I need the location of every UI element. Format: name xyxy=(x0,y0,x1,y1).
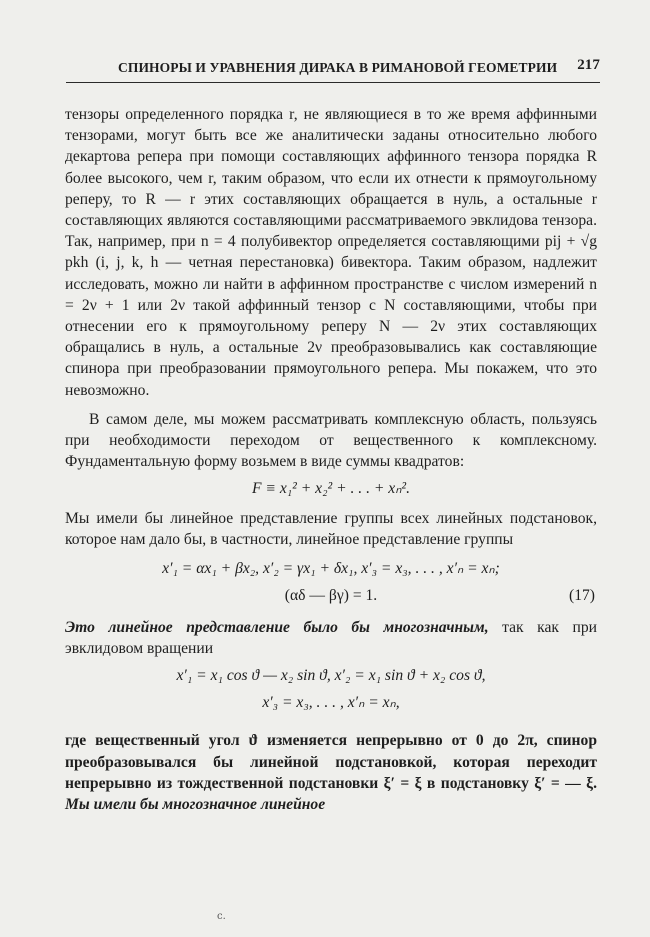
paragraph-4-emphasis: Это линейное представление было бы многозначным, xyxy=(65,619,489,637)
formula-rotation-line-1 xyxy=(65,665,597,687)
paragraph-3: Мы имели бы линейное представление группы всех линейных подстановок, которое нам дало бы, в частности, линейное представление группы xyxy=(65,509,597,548)
paragraph-4-rest: так как при эвклидовом вращении xyxy=(65,619,597,658)
formula-17-line-2 xyxy=(65,585,597,607)
paragraph-1: тензоры определенного порядка r, не являющиеся в то же время аффинными тензорами, могут быть все же аналитически заданы относительно любого декартова репера при помощи составляющих аффинного тензора порядка R более высокого, чем r, таким образом, что если их отнести к прямоугольному реперу, то R — r этих составляющих обращается в нуль, а остальные r составляющих являются составляющими рассматриваемого эвклидова тензора. Так, например, при n = 4 полубивектор определяется составляющими pij + √g pkh (i, j, k, h — четная перестановка) бивектора. Таким образом, надлежит исследовать, можно ли найти в аффинном пространстве с числом измерений n = 2ν + 1 или 2ν такой аффинный тензор с N составляющими, чтобы при отнесении его к прямоугольному реперу N — 2ν этих составляющих обращались в нуль, а остальные 2ν преобразовывались как составляющие спинора при преобразовании прямоугольного репера. Мы покажем, что это невозможно. xyxy=(65,106,597,399)
running-header xyxy=(66,57,600,83)
header-title: СПИНОРЫ И УРАВНЕНИЯ ДИРАКА В РИМАНОВОЙ ГЕОМЕТРИИ xyxy=(118,60,558,75)
body-text xyxy=(65,104,597,815)
paragraph-4 xyxy=(65,617,597,659)
formula-17-line-1 xyxy=(65,558,597,580)
paragraph-2: В самом деле, мы можем рассматривать комплексную область, пользуясь при необходимости переходом от вещественного к комплексному. Фундаментальную форму возьмем в виде суммы квадратов: xyxy=(65,410,597,471)
formula-rotation-b: x′₃ = x₃, . . . , x′ₙ = xₙ, xyxy=(262,694,400,712)
paragraph-5 xyxy=(65,730,597,815)
paragraph-5-emphasis: Мы имели бы многозначное линейное xyxy=(65,796,326,814)
formula-rotation-a: x′₁ = x₁ cos ϑ — x₂ sin ϑ, x′₂ = x₁ sin ϑ + x₂ cos ϑ, xyxy=(176,667,486,685)
formula-17-determinant: (αδ — βγ) = 1. xyxy=(284,587,378,605)
formula-17-substitution: x′₁ = αx₁ + βx₂, x′₂ = γx₁ + δx₁, x′₃ = x₃, . . . , x′ₙ = xₙ; xyxy=(162,560,500,578)
page-number: 217 xyxy=(577,57,600,73)
formula-rotation-line-2 xyxy=(65,692,597,714)
bottom-mark: c. xyxy=(217,911,226,922)
equation-number: (17) xyxy=(569,587,595,605)
paragraph-5-text: где вещественный угол ϑ изменяется непрерывно от 0 до 2π, спинор преобразовывался бы линейной подстановкой, которая переходит непрерывно из тождественной подстановки ξ′ = ξ в подстановку ξ′ = — ξ. xyxy=(65,732,597,792)
formula-fundamental-form: F ≡ x₁² + x₂² + . . . + xₙ². xyxy=(251,480,411,498)
